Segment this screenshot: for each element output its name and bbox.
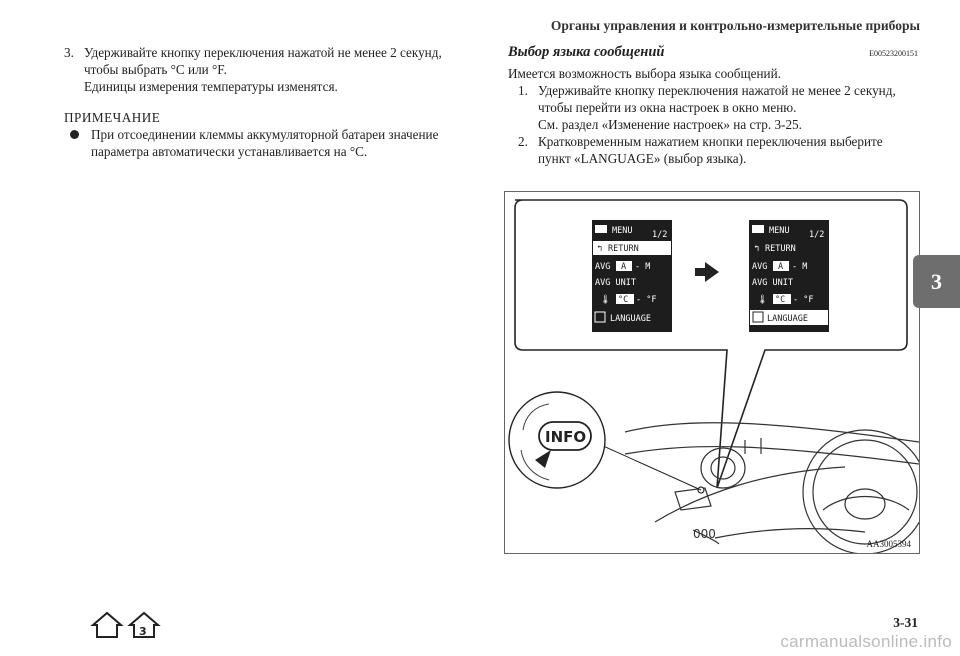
step-text: чтобы перейти из окна настроек в окно меню. [538, 100, 797, 115]
step-text: Кратковременным нажатием кнопки переключения выберите [538, 134, 883, 149]
step-text: пункт «LANGUAGE» (выбор языка). [538, 151, 747, 166]
page-number: 3-31 [893, 615, 918, 630]
chapter-home-icon[interactable] [130, 613, 158, 638]
display-screen-after [749, 220, 829, 332]
illustration [504, 191, 920, 554]
info-button-magnifier [509, 392, 605, 488]
note-text: При отсоединении клеммы аккумуляторной батареи значение [91, 127, 439, 142]
temp-f: - °F [793, 295, 814, 305]
step-3 [64, 44, 474, 95]
thermometer-icon: 🌡 [757, 295, 768, 305]
page-header: Органы управления и контрольно-измерительные приборы [550, 18, 920, 33]
step-text: чтобы выбрать °C или °F. [84, 62, 227, 77]
avg-label: AVG [595, 262, 611, 272]
section-title: Выбор языка сообщений [508, 44, 665, 60]
step-text: Удерживайте кнопку переключения нажатой не менее 2 секунд, [84, 45, 442, 60]
menu-title: MENU [769, 226, 790, 236]
chapter-home-number: 3 [139, 625, 147, 638]
dashboard-drawing [625, 423, 919, 553]
temp-c: °C [618, 295, 629, 305]
avg-label: AVG [752, 262, 768, 272]
menu-page: 1/2 [652, 230, 668, 240]
note-text: параметра автоматически устанавливается на °C. [91, 144, 368, 159]
step-number: 1. [518, 83, 528, 98]
menu-icon [595, 225, 607, 233]
watermark: carmanualsonline.info [780, 632, 952, 651]
step-2 [508, 133, 918, 167]
left-column [64, 44, 474, 160]
language-item: LANGUAGE [767, 314, 808, 324]
temp-c: °C [775, 295, 786, 305]
note-heading: ПРИМЕЧАНИЕ [64, 110, 161, 125]
step-number: 3. [64, 45, 74, 60]
dashboard-illustration [505, 192, 919, 553]
vent-label: 000 [693, 527, 716, 541]
menu-page: 1/2 [809, 230, 825, 240]
display-screen-before [592, 220, 672, 332]
avg-selected: A [621, 262, 627, 272]
avg-m: - M [792, 262, 808, 272]
thermometer-icon: 🌡 [600, 295, 611, 305]
menu-icon [752, 225, 764, 233]
step-number: 2. [518, 134, 528, 149]
note-item [70, 126, 474, 160]
avg-m: - M [635, 262, 651, 272]
menu-title: MENU [612, 226, 633, 236]
avg-unit-item: AVG UNIT [752, 278, 793, 288]
temp-f: - °F [636, 295, 657, 305]
section-header [508, 44, 918, 62]
info-button-label: INFO [545, 428, 587, 446]
bullet-icon [70, 130, 79, 139]
step-1 [508, 82, 918, 133]
right-column [508, 44, 918, 167]
step-text: См. раздел «Изменение настроек» на стр. 3-25. [538, 117, 802, 132]
home-icon[interactable] [93, 613, 121, 637]
return-item: RETURN [765, 244, 796, 254]
chapter-tab: 3 [913, 255, 960, 308]
avg-selected: A [778, 262, 784, 272]
language-item: LANGUAGE [610, 314, 651, 324]
section-code: E00523200151 [869, 49, 918, 58]
navigation-icons [90, 610, 170, 645]
avg-unit-item: AVG UNIT [595, 278, 636, 288]
figure-code: AA3005394 [866, 539, 911, 549]
step-text: Удерживайте кнопку переключения нажатой не менее 2 секунд, [538, 83, 896, 98]
return-arrow-icon: ↰ [597, 244, 603, 254]
return-item: RETURN [608, 244, 639, 254]
return-arrow-icon: ↰ [754, 244, 760, 254]
intro-text: Имеется возможность выбора языка сообщений. [508, 66, 781, 81]
step-text: Единицы измерения температуры изменятся. [84, 79, 338, 94]
